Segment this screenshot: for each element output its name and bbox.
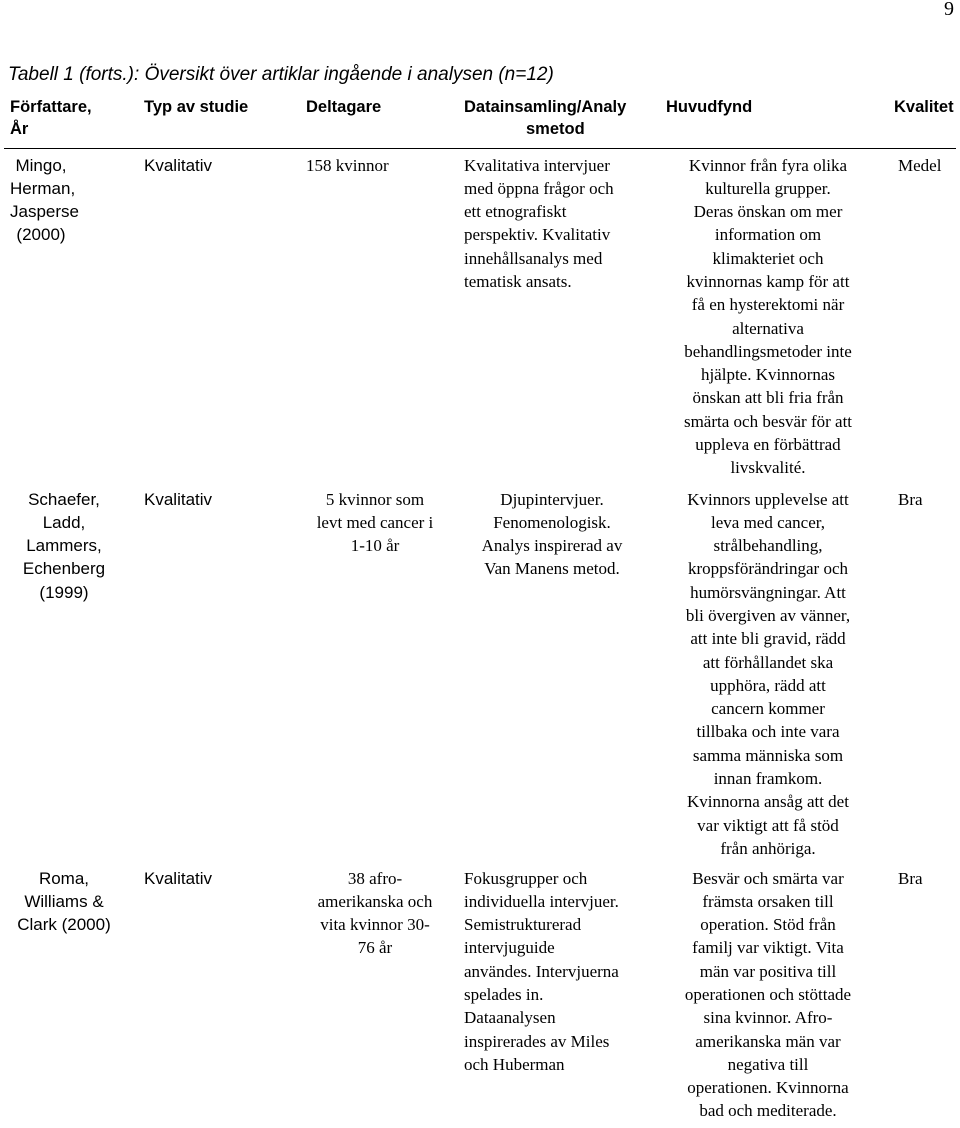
cell-findings-line: Kvinnors upplevelse att (687, 489, 849, 509)
cell-method-line: Semistrukturerad (464, 915, 582, 935)
cell-findings-line: hjälpte. Kvinnornas (700, 365, 836, 385)
cell-participants-line: 76 år (357, 938, 393, 958)
cell-participants (298, 148, 456, 484)
cell-method-line: Kvalitativa intervjuer (464, 155, 610, 175)
cell-method-line: Djupintervjuer. (500, 489, 604, 509)
table-row (4, 148, 956, 484)
table-header-row (4, 94, 956, 148)
cell-findings-line: klimakteriet och (712, 248, 824, 268)
articles-table (4, 94, 956, 1123)
cell-participants-line: 1-10 år (350, 536, 400, 556)
cell-author-line: Clark (2000) (17, 915, 111, 935)
cell-author-line: Roma, (38, 868, 90, 888)
cell-participants-line: levt med cancer i (316, 512, 434, 532)
header-findings: Huvudfynd (666, 98, 753, 116)
cell-findings-line: information om (714, 225, 822, 245)
cell-method-line: innehållsanalys med (464, 248, 603, 268)
cell-method-line: ett etnografiskt (464, 202, 567, 222)
cell-findings-line: leva med cancer, (711, 512, 825, 532)
cell-participants (298, 484, 456, 863)
cell-study-type: Kvalitativ (144, 868, 213, 888)
header-participants: Deltagare (306, 98, 382, 116)
cell-quality: Bra (898, 868, 923, 888)
cell-findings-line: innan framkom. (713, 769, 823, 789)
cell-findings-line: var viktigt att få stöd (697, 815, 839, 835)
cell-findings-line: Deras önskan om mer (693, 202, 843, 222)
cell-method-line: perspektiv. Kvalitativ (464, 225, 611, 245)
cell-findings-line: att förhållandet ska (702, 652, 834, 672)
cell-findings-line: få en hysterektomi när (691, 295, 845, 315)
cell-findings-line: amerikanska män var (695, 1031, 841, 1051)
cell-method-line: tematisk ansats. (464, 271, 572, 291)
cell-findings-line: familj var viktigt. Vita (692, 938, 844, 958)
cell-findings-line: Besvär och smärta var (692, 868, 844, 888)
cell-findings-line: behandlingsmetoder inte (684, 341, 852, 361)
header-method: Datainsamling/Analy smetod (464, 98, 627, 138)
cell-author (4, 863, 140, 1123)
cell-findings-line: kvinnornas kamp för att (686, 271, 850, 291)
cell-author-line: Williams & (24, 891, 104, 911)
cell-method-line: intervjuguide (464, 938, 555, 958)
cell-findings-line: att inte bli gravid, rädd (690, 629, 846, 649)
cell-method-line: individuella intervjuer. (464, 891, 619, 911)
cell-participants-line: 38 afro- (347, 868, 403, 888)
cell-author (4, 148, 140, 484)
cell-study-type: Kvalitativ (144, 155, 213, 175)
cell-method-line: Dataanalysen (464, 1008, 556, 1028)
cell-findings-line: Kvinnorna ansåg att det (687, 792, 849, 812)
cell-findings-line: livskvalité. (730, 458, 806, 478)
cell-author-line: (2000) (16, 225, 66, 245)
cell-quality: Medel (898, 155, 942, 175)
cell-method (456, 484, 654, 863)
cell-author-line: Herman, (10, 178, 76, 198)
cell-method-line: Analys inspirerad av (481, 536, 623, 556)
table-caption: Tabell 1 (forts.): Översikt över artiklar ingående i analysen (n=12) (8, 64, 554, 85)
cell-method (456, 863, 654, 1123)
cell-findings-line: främsta orsaken till (702, 891, 834, 911)
header-quality: Kvalitet (894, 98, 954, 116)
cell-method-line: spelades in. (464, 984, 544, 1004)
cell-participants-line: 158 kvinnor (306, 155, 389, 175)
cell-method-line: Fokusgrupper och (464, 868, 588, 888)
cell-findings-line: bli övergiven av vänner, (685, 605, 851, 625)
cell-findings-line: kroppsförändringar och (687, 559, 849, 579)
cell-participants-line: vita kvinnor 30- (320, 915, 430, 935)
cell-method-line: och Huberman (464, 1054, 565, 1074)
cell-participants-line: 5 kvinnor som (325, 489, 425, 509)
cell-study-type: Kvalitativ (144, 489, 213, 509)
cell-findings-line: bad och mediterade. (699, 1101, 837, 1121)
cell-author-line: Schaefer, (28, 489, 100, 509)
cell-method-line: med öppna frågor och (464, 178, 614, 198)
page-number: 9 (944, 0, 954, 20)
cell-author (4, 484, 140, 863)
cell-method (456, 148, 654, 484)
cell-method-line: inspirerades av Miles (464, 1031, 610, 1051)
cell-findings-line: humörsvängningar. Att (690, 582, 846, 602)
cell-participants-line: amerikanska och (317, 891, 433, 911)
cell-findings-line: uppleva en förbättrad (695, 435, 841, 455)
cell-findings (654, 863, 874, 1123)
cell-findings-line: cancern kommer (711, 699, 825, 719)
cell-findings-line: alternativa (732, 318, 804, 338)
table-row (4, 863, 956, 1123)
table-row (4, 484, 956, 863)
cell-findings-line: smärta och besvär för att (683, 411, 853, 431)
cell-findings-line: önskan att bli fria från (692, 388, 844, 408)
cell-findings-line: kulturella grupper. (705, 178, 831, 198)
cell-method-line: användes. Intervjuerna (464, 961, 619, 981)
cell-findings-line: Kvinnor från fyra olika (688, 155, 848, 175)
cell-quality: Bra (898, 489, 923, 509)
cell-findings-line: negativa till (727, 1054, 809, 1074)
cell-method-line: Fenomenologisk. (493, 512, 611, 532)
cell-findings (654, 148, 874, 484)
cell-author-line: Ladd, (42, 512, 86, 532)
cell-findings-line: operationen. Kvinnorna (687, 1078, 849, 1098)
cell-findings-line: samma människa som (692, 745, 844, 765)
cell-findings-line: män var positiva till (699, 961, 837, 981)
cell-findings-line: operationen och stöttade (684, 984, 852, 1004)
cell-findings-line: sina kvinnor. Afro- (703, 1008, 833, 1028)
cell-findings-line: operation. Stöd från (700, 915, 836, 935)
cell-author-line: Echenberg (22, 559, 106, 579)
header-author: Författare, År (10, 98, 92, 138)
cell-participants (298, 863, 456, 1123)
cell-author-line: Mingo, (15, 155, 67, 175)
cell-author-line: Lammers, (26, 536, 102, 556)
cell-findings-line: tillbaka och inte vara (696, 722, 840, 742)
cell-findings-line: från anhöriga. (720, 838, 816, 858)
cell-findings-line: strålbehandling, (713, 536, 823, 556)
cell-method-line: Van Manens metod. (484, 559, 620, 579)
cell-findings-line: upphöra, rädd att (710, 675, 826, 695)
cell-findings (654, 484, 874, 863)
header-study-type: Typ av studie (144, 98, 249, 116)
cell-author-line: (1999) (39, 582, 89, 602)
cell-author-line: Jasperse (10, 202, 79, 222)
